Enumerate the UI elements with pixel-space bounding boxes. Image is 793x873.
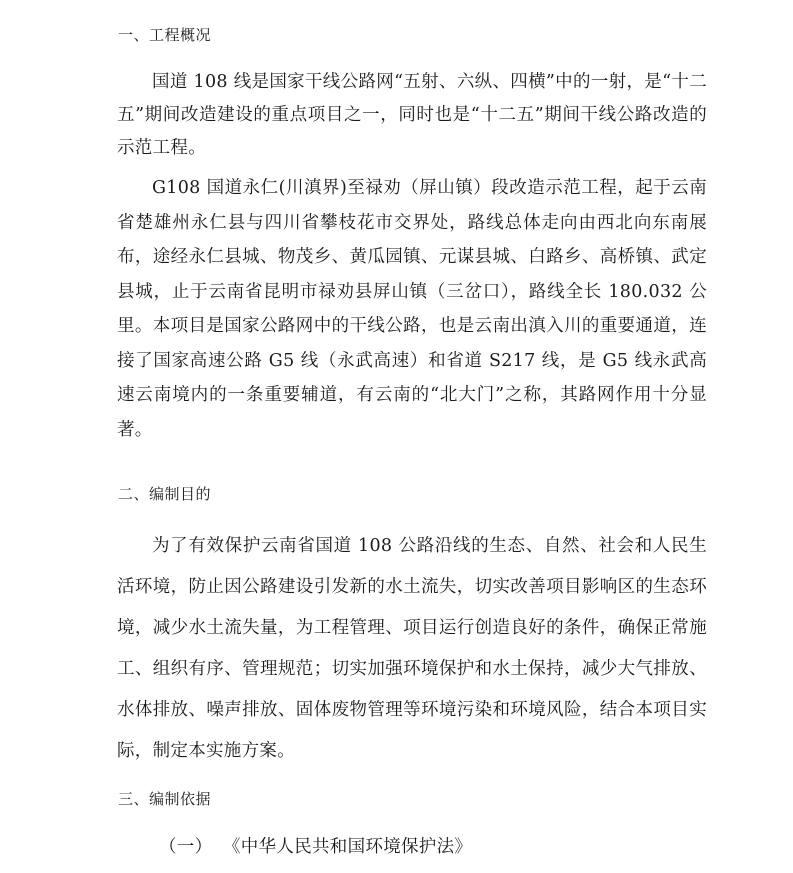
overview-paragraph-2: G108 国道永仁(川滇界)至禄劝（屏山镇）段改造示范工程，起于云南省楚雄州永仁县与四川省攀枝花市交界处，路线总体走向由西北向东南展布，途经永仁县城、物茂乡、黄瓜园镇、元谋县城、白路乡、高桥镇、武定县城，止于云南省昆明市禄劝县屏山镇（三岔口），路线全长 180.032 公里。本项目是国家公路网中的干线公路，也是云南出滇入川的重要通道，连接了国家高速公路 G5 线（永武高速）和省道 S217 线，是 G5 线永武高速云南境内的一条重要辅道，有云南的“北大门”之称，其路网作用十分显著。 xyxy=(117,178,707,440)
section-heading-overview: 一、工程概况 xyxy=(118,26,212,44)
section-heading-purpose: 二、编制目的 xyxy=(118,485,212,503)
basis-item-title: 《中华人民共和国环境保护法》 xyxy=(223,837,473,857)
basis-item-number: （一） xyxy=(159,837,213,857)
overview-paragraph-1: 国道 108 线是国家干线公路网“五射、六纵、四横”中的一射，是“十二五”期间改造建设的重点项目之一，同时也是“十二五”期间干线公路改造的示范工程。 xyxy=(117,72,707,158)
section-heading-basis: 三、编制依据 xyxy=(118,790,212,808)
purpose-paragraph-1: 为了有效保护云南省国道 108 公路沿线的生态、自然、社会和人民生活环境，防止因公路建设引发新的水土流失，切实改善项目影响区的生态环境，减少水土流失量，为工程管理、项目运行创造良好的条件，确保正常施工、组织有序、管理规范；切实加强环境保护和水土保持，减少大气排放、水体排放、噪声排放、固体废物管理等环境污染和环境风险，结合本项目实际，制定本实施方案。 xyxy=(117,536,707,761)
basis-item-1 xyxy=(159,835,472,859)
